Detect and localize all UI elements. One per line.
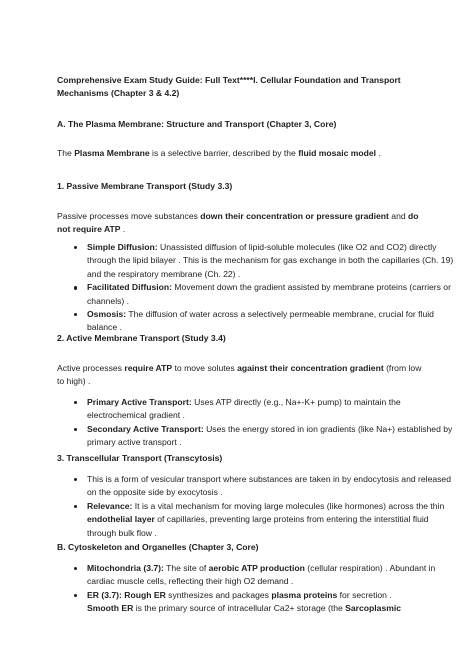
section-a-heading: A. The Plasma Membrane: Structure and Transport (Chapter 3, Core)	[57, 119, 337, 129]
item-text: Movement down the gradient assisted by membrane proteins (carriers or channels) .	[87, 282, 451, 306]
section-b-heading: B. Cytoskeleton and Organelles (Chapter 3, Core)	[57, 542, 259, 552]
passive-transport-list	[57, 241, 457, 335]
item-term: ER (3.7): Rough ER	[87, 589, 166, 600]
item-text: The site of	[163, 563, 209, 573]
item-term: Mitochondria (3.7):	[87, 563, 164, 573]
paragraph-text: and	[388, 211, 409, 221]
transcytosis-heading: 3. Transcellular Transport (Transcytosis)	[57, 453, 223, 463]
item-term: Facilitated Diffusion:	[87, 282, 172, 293]
document-title: Comprehensive Exam Study Guide: Full Text****I. Cellular Foundation and Transport Mechanisms (Chapter 3 & 4.2)	[57, 75, 401, 99]
passive-transport-heading: 1. Passive Membrane Transport (Study 3.3)	[57, 181, 233, 191]
item-term: Relevance:	[87, 500, 133, 511]
item-text: (cellular respiration) . Abundant in cardiac muscle cells, reflecting their high O2 demand .	[87, 563, 436, 587]
list-item	[87, 562, 457, 589]
item-term: Secondary Active Transport:	[87, 423, 204, 434]
paragraph-text: to move solutes	[172, 363, 238, 373]
transcytosis-list	[57, 473, 457, 540]
item-term: Primary Active Transport:	[87, 397, 192, 407]
active-transport-list	[57, 396, 457, 450]
item-bold: plasma proteins	[271, 589, 338, 600]
paragraph-text: Passive processes move substances	[57, 211, 201, 221]
intro-text: The	[57, 148, 75, 158]
list-item	[87, 281, 457, 308]
intro-text: .	[376, 148, 381, 158]
item-text: This is a form of vesicular transport where substances are taken in by endocytosis and released on the opposite side by exocytosis .	[87, 474, 451, 498]
item-text: is the primary source of intracellular Ca2+ storage (the	[133, 603, 346, 614]
list-item	[87, 241, 457, 281]
paragraph-bold: do not require ATP	[57, 211, 419, 235]
intro-term: Plasma Membrane	[74, 148, 150, 158]
item-bold: Smooth ER	[87, 603, 134, 614]
list-item	[87, 396, 457, 423]
paragraph-text: .	[120, 224, 126, 235]
item-text: of capillaries, preventing large proteins from entering the interstitial fluid through bulk flow .	[87, 514, 429, 538]
active-transport-heading: 2. Active Membrane Transport (Study 3.4)	[57, 333, 226, 343]
paragraph-text: (from low to high) .	[57, 363, 422, 387]
paragraph-text: Active processes	[57, 363, 125, 373]
paragraph-bold: against their concentration gradient	[237, 363, 384, 373]
intro-term: fluid mosaic model	[298, 148, 377, 158]
list-item	[87, 500, 457, 540]
paragraph-bold: require ATP	[124, 363, 173, 373]
item-text: synthesizes and packages	[165, 589, 272, 600]
passive-transport-paragraph	[57, 210, 427, 237]
organelles-list	[57, 562, 457, 616]
list-item	[87, 423, 457, 450]
item-text: The diffusion of water across a selectively permeable membrane, crucial for fluid balance .	[87, 309, 434, 333]
intro-paragraph	[57, 147, 427, 160]
active-transport-paragraph	[57, 362, 427, 389]
item-term: Osmosis:	[87, 309, 127, 320]
item-bold: aerobic ATP production	[208, 563, 305, 573]
item-text: Unassisted diffusion of lipid-soluble molecules (like O2 and CO2) directly through the lipid bilayer . This is the mechanism for gas exchange in both the capillaries (Ch. 19) and the respiratory membrane (Ch. 22) .	[87, 242, 454, 279]
list-item	[87, 589, 457, 616]
item-bold: endothelial layer	[87, 514, 155, 525]
paragraph-bold: down their concentration or pressure gradient	[200, 211, 389, 221]
list-item	[87, 473, 457, 500]
item-term: Simple Diffusion:	[87, 242, 158, 252]
list-item	[87, 308, 457, 335]
item-text: It is a vital mechanism for moving large molecules (like hormones) across the thin	[132, 500, 445, 511]
item-text: Uses the energy stored in ion gradients (like Na+) established by primary active transport .	[87, 423, 453, 448]
intro-text: is a selective barrier, described by the	[149, 148, 299, 158]
item-bold: Sarcoplasmic	[345, 603, 402, 614]
item-text: Uses ATP directly (e.g., Na+-K+ pump) to maintain the electrochemical gradient .	[87, 397, 401, 421]
item-text: for secretion .	[337, 589, 392, 600]
